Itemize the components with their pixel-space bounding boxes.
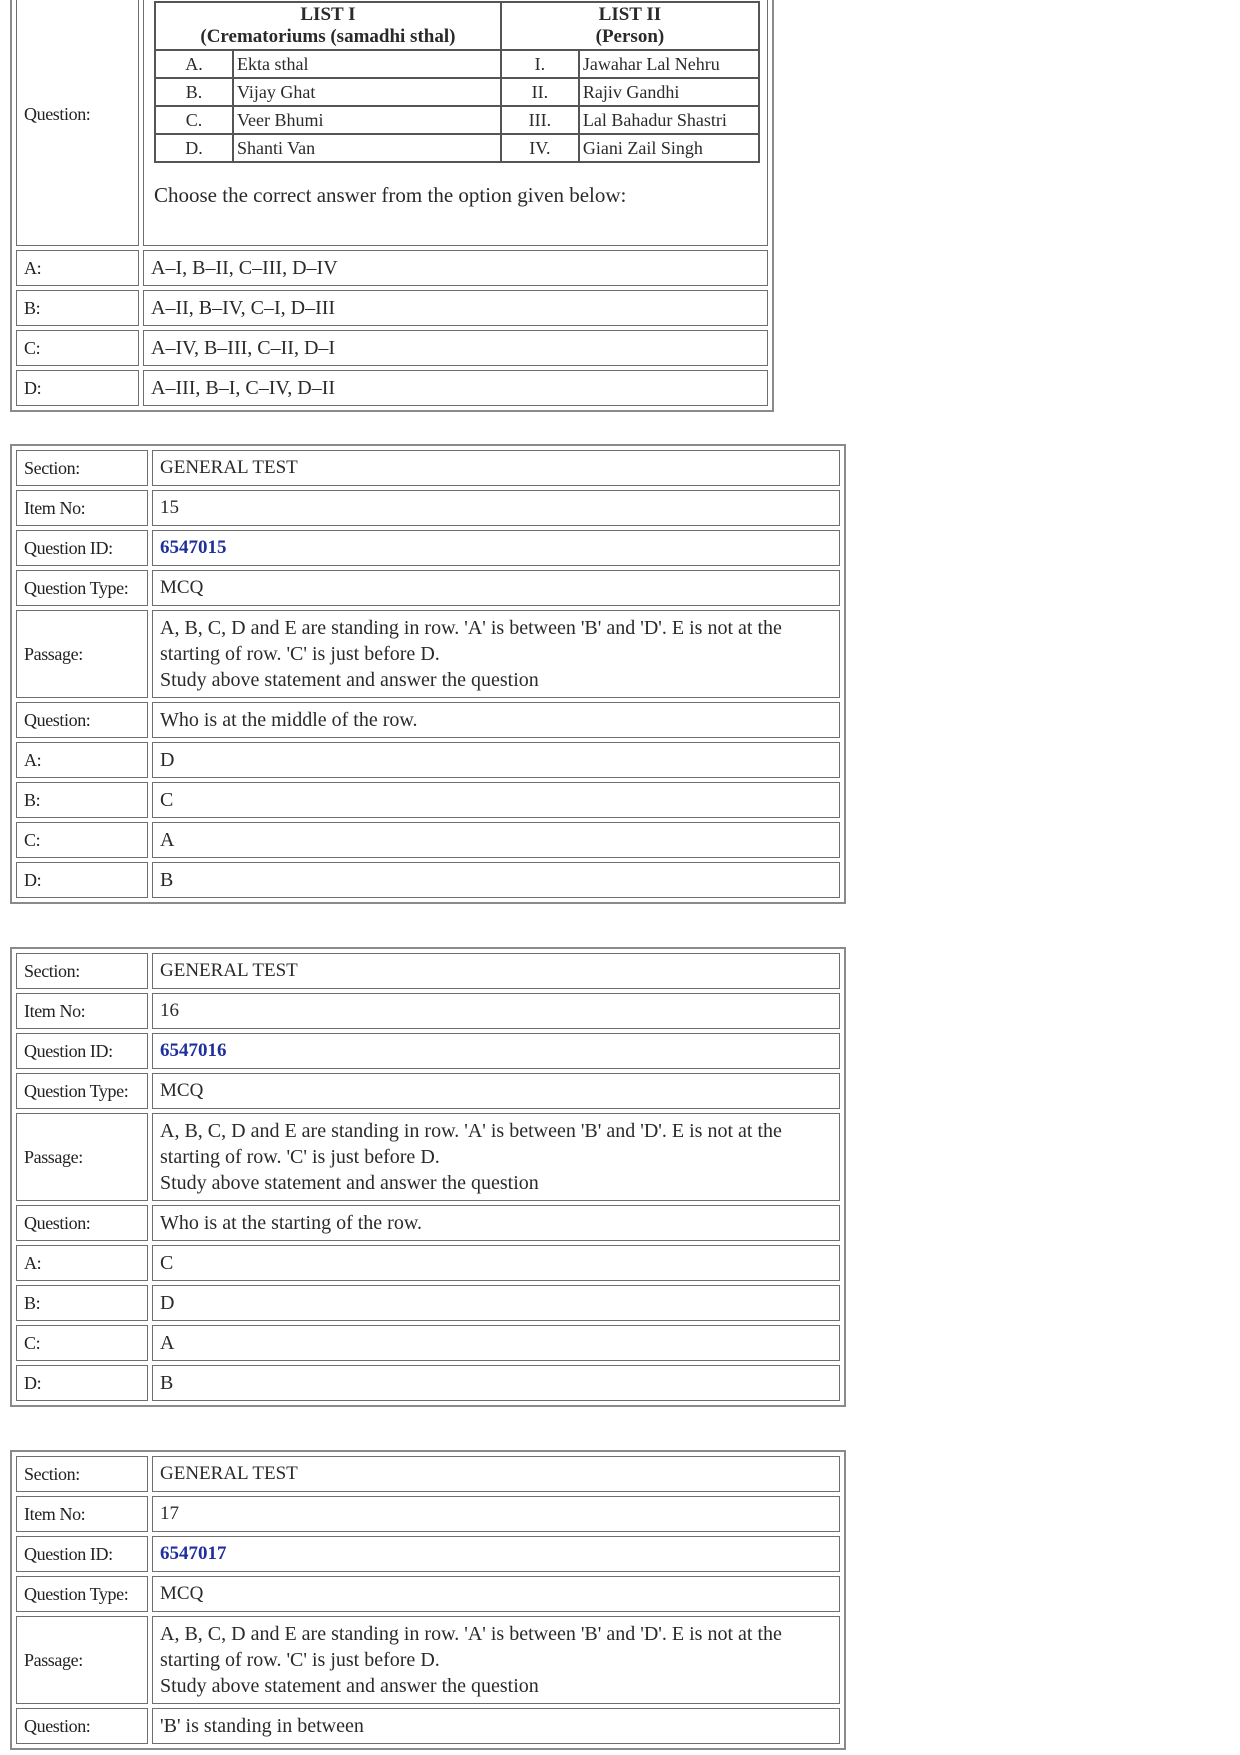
option-c-text: A–IV, B–III, C–II, D–I (143, 330, 768, 366)
list-2-title: LIST II (598, 4, 662, 25)
option-b-label: B: (16, 290, 139, 326)
list-1-header (155, 2, 501, 50)
list-2-key: IV. (501, 134, 579, 162)
list-2-header (501, 2, 759, 50)
option-a-label: A: (16, 742, 148, 778)
list-1-title: LIST I (300, 4, 356, 25)
option-d-label: D: (16, 1365, 148, 1401)
option-c-text: A (152, 1325, 840, 1361)
match-list-table (154, 1, 760, 163)
passage-text (152, 1616, 840, 1704)
item-no-label: Item No: (16, 490, 148, 526)
option-c-label: C: (16, 822, 148, 858)
option-c-label: C: (16, 1325, 148, 1361)
question-label: Question: (16, 1708, 148, 1744)
item-no-value: 15 (152, 490, 840, 526)
passage-line: Study above statement and answer the question (160, 1172, 539, 1194)
option-b-label: B: (16, 782, 148, 818)
option-b-text: D (152, 1285, 840, 1321)
match-row (155, 106, 759, 134)
option-d-text: B (152, 862, 840, 898)
list-1-key: B. (155, 78, 233, 106)
section-label: Section: (16, 1456, 148, 1492)
question-id-value: 6547017 (152, 1536, 840, 1572)
question-cell (143, 0, 768, 246)
option-d-text: A–III, B–I, C–IV, D–II (143, 370, 768, 406)
list-1-item: Vijay Ghat (233, 78, 501, 106)
option-b-text: A–II, B–IV, C–I, D–III (143, 290, 768, 326)
list-2-item: Lal Bahadur Shastri (579, 106, 759, 134)
section-value: GENERAL TEST (152, 450, 840, 486)
match-row (155, 78, 759, 106)
question-label: Question: (16, 1205, 148, 1241)
question-type-label: Question Type: (16, 1576, 148, 1612)
passage-line: A, B, C, D and E are standing in row. 'A' is between 'B' and 'D'. E is not at the (160, 1623, 782, 1645)
question-table-14 (10, 0, 774, 412)
question-label: Question: (16, 702, 148, 738)
option-d-label: D: (16, 370, 139, 406)
question-type-label: Question Type: (16, 1073, 148, 1109)
option-c-label: C: (16, 330, 139, 366)
list-2-item: Jawahar Lal Nehru (579, 50, 759, 78)
list-2-item: Giani Zail Singh (579, 134, 759, 162)
list-2-subtitle: (Person) (595, 26, 665, 47)
option-a-text: A–I, B–II, C–III, D–IV (143, 250, 768, 286)
list-1-key: A. (155, 50, 233, 78)
question-text: Who is at the starting of the row. (152, 1205, 840, 1241)
question-type-value: MCQ (152, 1073, 840, 1109)
passage-label: Passage: (16, 1113, 148, 1201)
question-text: 'B' is standing in between (152, 1708, 840, 1744)
section-label: Section: (16, 450, 148, 486)
list-1-item: Veer Bhumi (233, 106, 501, 134)
option-c-text: A (152, 822, 840, 858)
question-id-label: Question ID: (16, 530, 148, 566)
item-no-label: Item No: (16, 993, 148, 1029)
list-1-item: Shanti Van (233, 134, 501, 162)
list-2-key: I. (501, 50, 579, 78)
list-2-key: III. (501, 106, 579, 134)
match-row (155, 50, 759, 78)
option-a-label: A: (16, 1245, 148, 1281)
passage-label: Passage: (16, 1616, 148, 1704)
passage-line: starting of row. 'C' is just before D. (160, 1649, 440, 1671)
option-b-text: C (152, 782, 840, 818)
question-id-value: 6547015 (152, 530, 840, 566)
question-table-17 (10, 1450, 846, 1750)
choose-instruction: Choose the correct answer from the option given below: (154, 183, 627, 207)
passage-text (152, 610, 840, 698)
question-id-label: Question ID: (16, 1033, 148, 1069)
option-a-text: C (152, 1245, 840, 1281)
item-no-label: Item No: (16, 1496, 148, 1532)
list-1-subtitle: (Crematoriums (samadhi sthal) (200, 26, 456, 47)
match-row (155, 134, 759, 162)
section-value: GENERAL TEST (152, 953, 840, 989)
passage-label: Passage: (16, 610, 148, 698)
list-1-item: Ekta sthal (233, 50, 501, 78)
item-no-value: 17 (152, 1496, 840, 1532)
item-no-value: 16 (152, 993, 840, 1029)
option-b-label: B: (16, 1285, 148, 1321)
option-d-text: B (152, 1365, 840, 1401)
question-type-value: MCQ (152, 1576, 840, 1612)
question-table-15 (10, 444, 846, 904)
section-value: GENERAL TEST (152, 1456, 840, 1492)
passage-line: Study above statement and answer the question (160, 669, 539, 691)
passage-line: Study above statement and answer the question (160, 1675, 539, 1697)
passage-line: starting of row. 'C' is just before D. (160, 1146, 440, 1168)
list-2-item: Rajiv Gandhi (579, 78, 759, 106)
passage-line: starting of row. 'C' is just before D. (160, 643, 440, 665)
question-label: Question: (16, 0, 139, 246)
passage-line: A, B, C, D and E are standing in row. 'A' is between 'B' and 'D'. E is not at the (160, 617, 782, 639)
section-label: Section: (16, 953, 148, 989)
question-id-label: Question ID: (16, 1536, 148, 1572)
option-d-label: D: (16, 862, 148, 898)
question-text: Who is at the middle of the row. (152, 702, 840, 738)
list-1-key: D. (155, 134, 233, 162)
question-type-label: Question Type: (16, 570, 148, 606)
passage-text (152, 1113, 840, 1201)
list-1-key: C. (155, 106, 233, 134)
option-a-text: D (152, 742, 840, 778)
option-a-label: A: (16, 250, 139, 286)
question-id-value: 6547016 (152, 1033, 840, 1069)
question-table-16 (10, 947, 846, 1407)
question-type-value: MCQ (152, 570, 840, 606)
passage-line: A, B, C, D and E are standing in row. 'A' is between 'B' and 'D'. E is not at the (160, 1120, 782, 1142)
list-2-key: II. (501, 78, 579, 106)
